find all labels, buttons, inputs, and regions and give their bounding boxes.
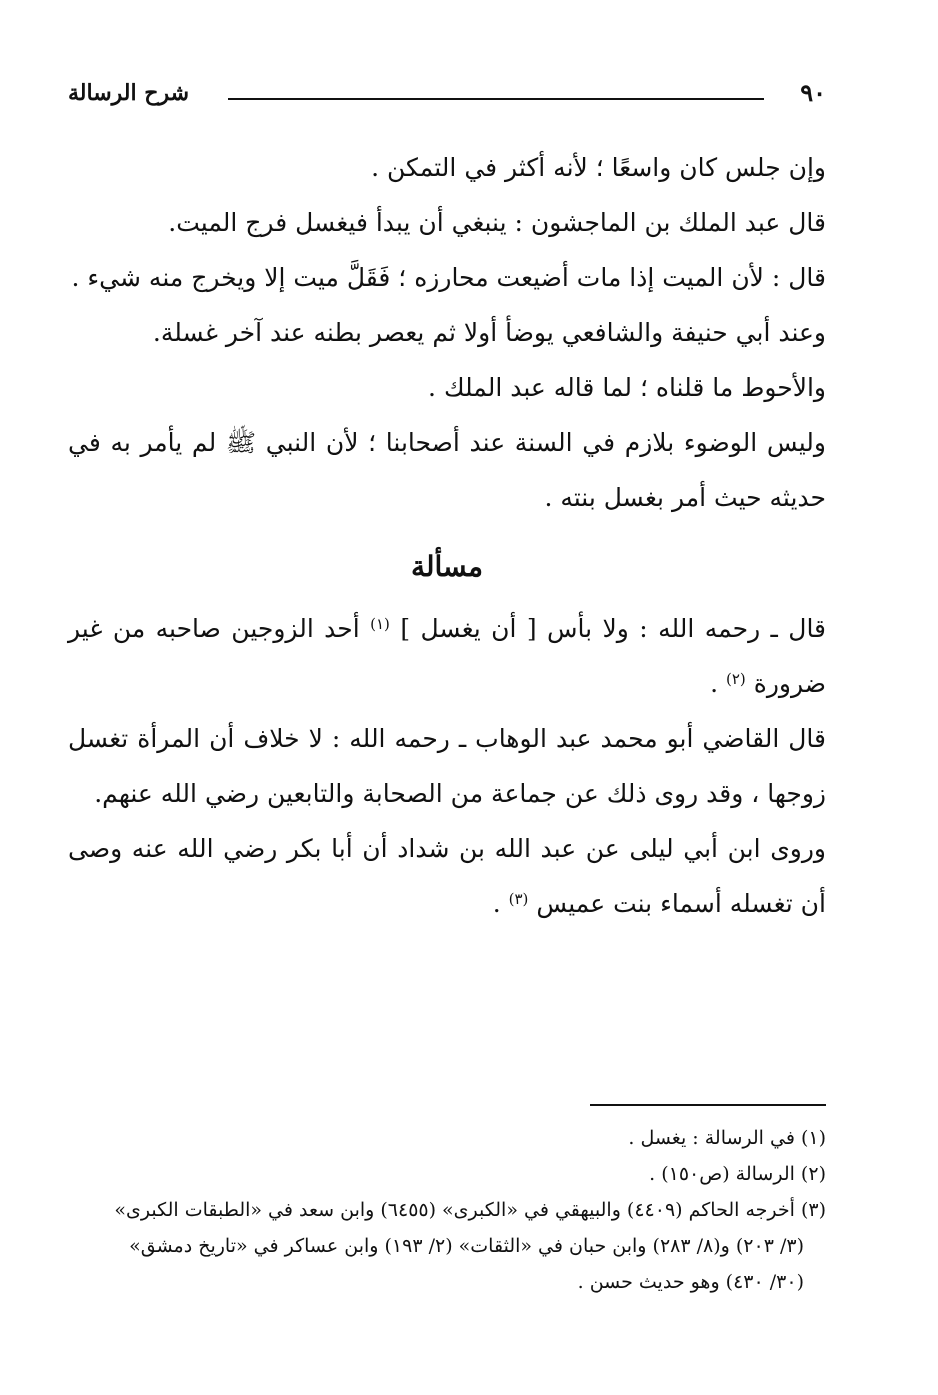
main-text xyxy=(68,140,826,931)
paragraph: قال القاضي أبو محمد عبد الوهاب ـ رحمه الله : لا خلاف أن المرأة تغسل زوجها ، وقد روى ذلك عن جماعة من الصحابة والتابعين رضي الله عنهم. xyxy=(68,724,826,808)
footnote-ref: (٢) xyxy=(726,670,746,688)
paragraph: قال عبد الملك بن الماجشون : ينبغي أن يبدأ فيغسل فرج الميت. xyxy=(168,208,826,237)
footnote: (٢) الرسالة (ص١٥٠) . xyxy=(649,1163,826,1185)
paragraph-text: وروى ابن أبي ليلى عن عبد الله بن شداد أن أبا بكر رضي الله عنه وصى أن تغسله أسماء بنت عميس xyxy=(68,834,826,918)
footnote xyxy=(68,1192,826,1300)
footnote-rule xyxy=(590,1104,826,1106)
paragraph: وعند أبي حنيفة والشافعي يوضأ أولا ثم يعصر بطنه عند آخر غسلة. xyxy=(152,318,826,347)
paragraph: وإن جلس كان واسعًا ؛ لأنه أكثر في التمكن . xyxy=(371,153,826,182)
footnote-line: (٣/ ٢٠٣) و(٨/ ٢٨٣) وابن حبان في «الثقات» (٢/ ١٩٣) وابن عساكر في «تاريخ دمشق» xyxy=(129,1235,804,1257)
paragraph xyxy=(68,821,826,931)
footnote: (١) في الرسالة : يغسل . xyxy=(628,1127,826,1149)
footnote-ref: (٣) xyxy=(508,890,529,908)
footnote-line: (٣) أخرجه الحاكم (٤٤٠٩) والبيهقي في «الكبرى» (٦٤٥٥) وابن سعد في «الطبقات الكبرى» xyxy=(114,1199,826,1221)
running-title: شرح الرسالة xyxy=(68,80,190,106)
paragraph: وليس الوضوء بلازم في السنة عند أصحابنا ؛ لأن النبي ﷺ لم يأمر به في حديثه حيث أمر بغسل بنته . xyxy=(68,428,826,512)
paragraph-text: أحد الزوجين صاحبه من غير ضرورة xyxy=(68,614,826,698)
paragraph xyxy=(68,601,826,711)
paragraph: قال : لأن الميت إذا مات أضيعت محارزه ؛ فَقَلَّ ميت إلا ويخرج منه شيء . xyxy=(71,263,826,292)
page-number: ٩٠ xyxy=(800,78,826,107)
paragraph-text: . xyxy=(710,669,719,698)
paragraph-text: قال ـ رحمه الله : ولا بأس [ أن يغسل ] xyxy=(400,614,827,643)
section-heading: مسألة xyxy=(410,550,484,583)
footnote-line: (٣٠/ ٤٣٠) وهو حديث حسن . xyxy=(577,1271,804,1293)
header-rule xyxy=(228,98,764,100)
page-header xyxy=(68,78,826,118)
paragraph-text: . xyxy=(492,889,501,918)
footnotes xyxy=(68,1120,826,1300)
footnote-ref: (١) xyxy=(370,615,390,633)
paragraph: والأحوط ما قلناه ؛ لما قاله عبد الملك . xyxy=(428,373,826,402)
